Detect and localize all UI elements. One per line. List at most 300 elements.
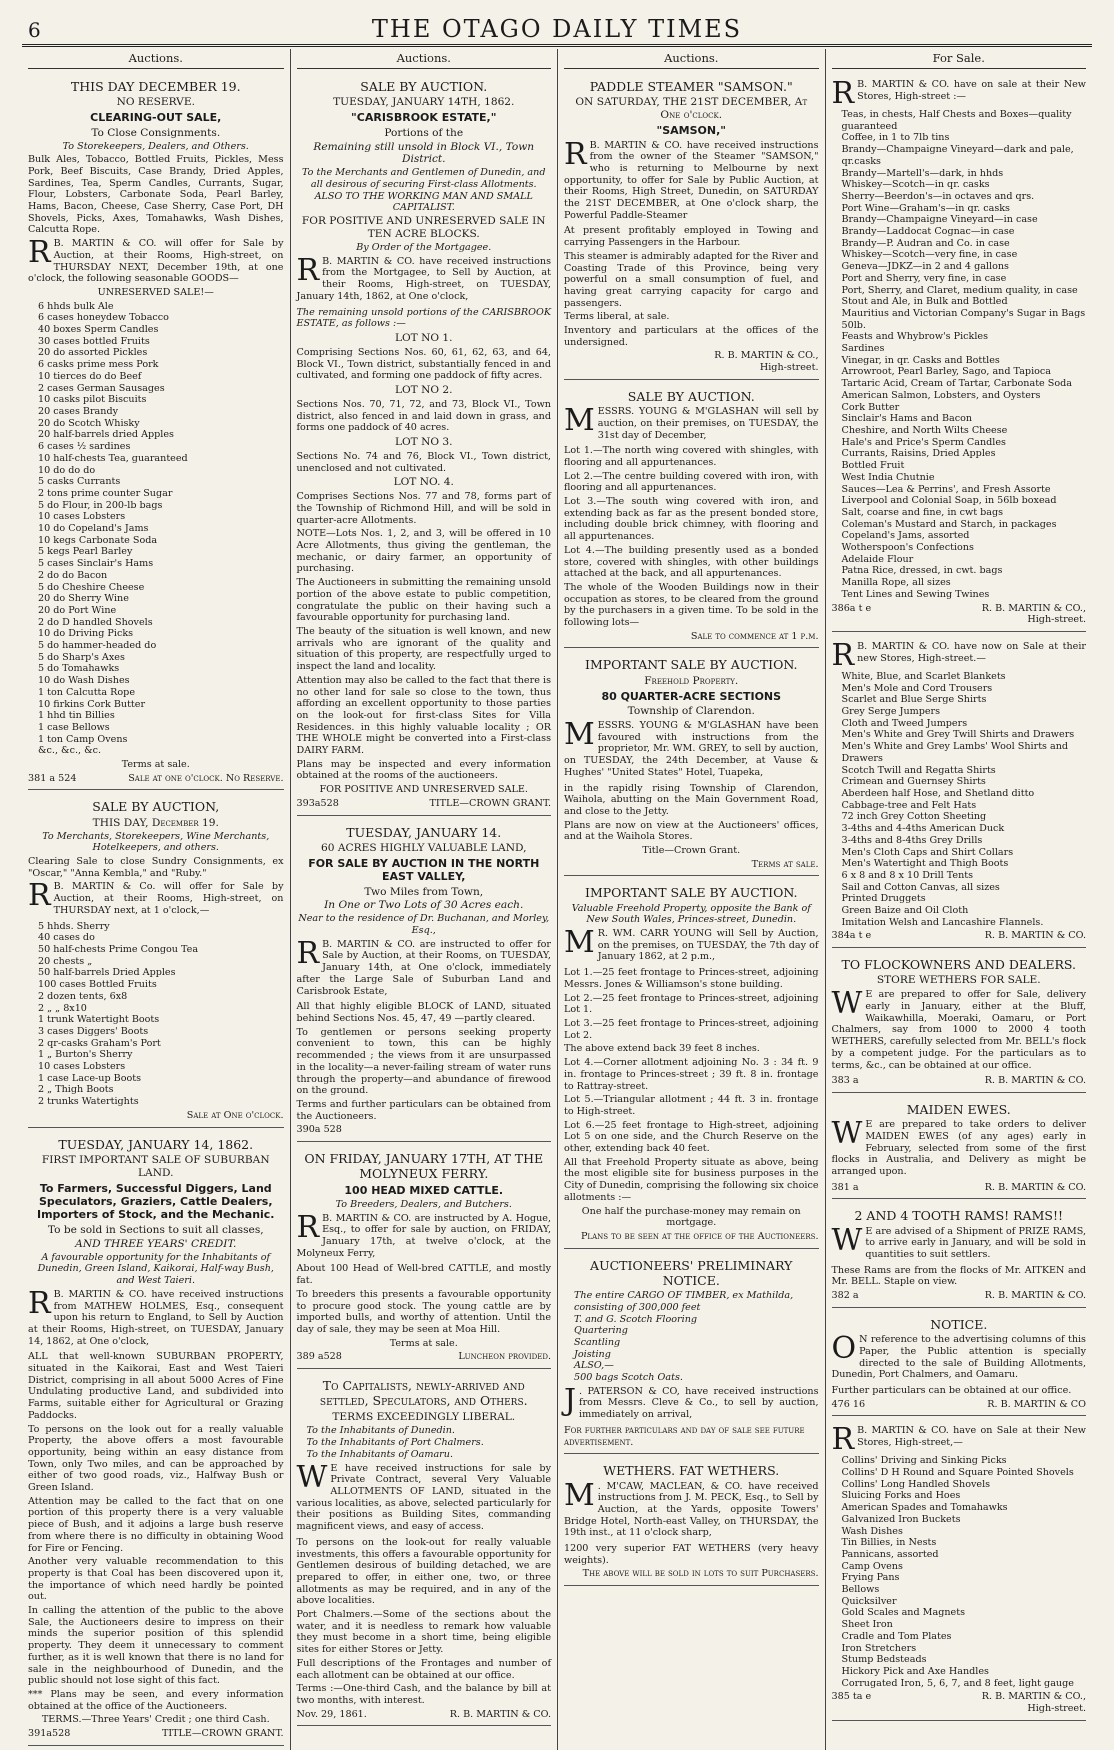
ad-paragraph: To persons on the look out for a really valuable Property, the above offers a most favourable opportunity, being within an easy distance from Town, only Two miles, and can be approached by either of two good roads, viz., Halfway Bush or Green Island. <box>28 1423 284 1494</box>
list-item: Brandy—Champaigne Vineyard—dark and pale, qr.casks <box>841 144 1074 167</box>
drop-capital: R <box>28 878 51 914</box>
ad-remaining: The remaining unsold portions of the CARISBROOK ESTATE, as follows :— <box>296 306 551 330</box>
ad-notice <box>831 637 1087 673</box>
ad-signoff <box>564 631 819 643</box>
ad-paragraph: Further particulars can be obtained at our office. <box>831 1384 1072 1396</box>
ad-closing: Sale at one o'clock. No Reserve. <box>128 772 284 784</box>
list-item: Brandy—Champaigne Vineyard—in case <box>841 214 1038 226</box>
ad-notice <box>564 403 819 441</box>
ad-line: To the Inhabitants of Dunedin. <box>306 1425 455 1437</box>
ad-paragraph: The whole of the Wooden Buildings now in their occupation as stores, to be cleared from the ground by the purchasers in a given time. To be sold in the following lots— <box>564 581 819 629</box>
ad-intro: Near to the residence of Dr. Buchanan, and Morley, Esq., <box>298 913 550 937</box>
ad-paragraph: In calling the attention of the public to the above Sale, the Auctioneers desire to impress on their minds the superior position of this splendid property. They deem it unnecessary to comment further, as it is well known that there is no land for sale in the neighbourhood of Dunedin, and the public should not lose sight of this fact. <box>28 1605 284 1687</box>
ad-signoff <box>297 798 552 810</box>
list-item: Wash Dishes <box>841 1525 903 1537</box>
list-item: 5 hhds. Sherry <box>38 920 110 932</box>
ad-paragraph: To persons on the look-out for really valuable investments, this offers a favourable opportunity for Gentlemen desirous of building detached, we are prepared to offer, in either one, two, or three allotments as may be required, and in any of the above localities. <box>296 1536 551 1607</box>
list-item: Port and Sherry, very fine, in case <box>841 272 1007 284</box>
advertisement <box>832 1420 1087 1720</box>
list-item: Feasts and Whybrow's Pickles <box>841 331 989 343</box>
ad-sub: NO RESERVE. <box>116 96 195 109</box>
list-item: 3 cases Diggers' Boots <box>38 1025 149 1037</box>
ad-line: Scantling <box>574 1336 621 1348</box>
ad-terms: Title—Crown Grant. <box>642 845 741 857</box>
drop-capital: O <box>831 1331 857 1367</box>
list-item: American Salmon, Lobsters, and Oysters <box>841 389 1041 401</box>
list-item: Tartaric Acid, Cream of Tartar, Carbonate Soda <box>841 378 1072 390</box>
column <box>825 49 1093 1750</box>
list-item: 1 „ Burton's Sherry <box>38 1049 133 1061</box>
list-item: Cradle and Tom Plates <box>841 1630 952 1642</box>
list-item: 5 cases Sinclair's Hams <box>38 558 154 570</box>
ad-closing: Luncheon provided. <box>458 1351 551 1363</box>
drop-capital: R <box>296 1209 320 1245</box>
ad-notice <box>564 1382 819 1421</box>
advertisement <box>297 1146 552 1369</box>
ad-sub: Freehold Property. <box>644 674 739 687</box>
ad-notice <box>831 986 1087 1071</box>
lot-text: The above extend back 39 feet 8 inches. <box>564 1043 760 1055</box>
ad-title: TUESDAY, JANUARY 14, 1862. <box>58 1136 254 1152</box>
ad-closing: R. B. MARTIN & CO., <box>981 1691 1086 1703</box>
ad-title: THIS DAY DECEMBER 19. <box>70 79 241 95</box>
list-item: Men's Mole and Cord Trousers <box>841 682 993 694</box>
ad-paragraph: Terms and further particulars can be obtained from the Auctioneers. <box>296 1098 551 1122</box>
ad-closing: R. B. MARTIN & CO. <box>449 1708 551 1720</box>
list-item: Bottled Fruit <box>841 460 905 472</box>
ad-notice <box>296 252 552 303</box>
lot-label: Lot 3. <box>564 496 597 508</box>
ad-reference: 386a t e <box>831 602 872 614</box>
ad-intro: To Storekeepers, Dealers, and Others. <box>62 140 249 152</box>
list-item: Coleman's Mustard and Starch, in packages <box>841 518 1057 530</box>
ad-signoff <box>832 1290 1087 1302</box>
ad-intro: Valuable Freehold Property, opposite the Bank of New South Wales, Princes-street, Dunedin. <box>571 902 811 926</box>
list-item: 20 chests „ <box>38 955 93 967</box>
list-item: Sail and Cotton Canvas, all sizes <box>841 881 1000 893</box>
ad-closing: R. B. MARTIN & CO. <box>984 1290 1086 1302</box>
list-item: 10 cases Lobsters <box>38 1061 126 1073</box>
columns <box>22 49 1092 1740</box>
ad-item-list <box>842 109 1087 601</box>
masthead <box>22 14 1092 47</box>
ad-notice <box>564 136 819 222</box>
ad-paragraph: About 100 Head of Well-bred CATTLE, and mostly fat. <box>296 1263 551 1287</box>
list-item: 2 cases German Sausages <box>38 382 165 394</box>
ad-title: AUCTIONEERS' PRELIMINARY NOTICE. <box>590 1257 793 1288</box>
list-item: Iron Stretchers <box>841 1642 917 1654</box>
list-item: West India Chutnie <box>841 471 935 483</box>
lot-label: Lot 1. <box>564 445 593 457</box>
list-item: 6 cases ½ sardines <box>38 441 131 453</box>
advertisement <box>564 1458 819 1586</box>
ad-signoff <box>297 1351 552 1363</box>
lot-entry <box>564 445 819 468</box>
list-item: White, Blue, and Scarlet Blankets <box>841 670 1006 682</box>
ad-notice-text: E are advised of a Shipment of PRIZE RAMS, to arrive early in January, and will be sold in quantities to suit settlers. <box>865 1225 1086 1261</box>
lot-entry <box>564 1043 819 1055</box>
ad-item-list <box>38 301 284 757</box>
ad-paragraph: All that highly eligible BLOCK of LAND, situated behind Sections Nos. 45, 47, 49 —partly cleared. <box>296 1001 551 1024</box>
ad-notice-text: B. MARTIN & CO. have now on Sale at their new Stores, High-street.— <box>857 640 1086 664</box>
ad-title: SALE BY AUCTION, <box>92 799 220 815</box>
ad-line: Joisting <box>574 1348 611 1360</box>
lot-text: —The centre building covered with iron, with flooring and all appurtenances. <box>564 470 819 494</box>
list-item: Currants, Raisins, Dried Apples <box>841 448 996 460</box>
list-item: Pannicans, assorted <box>841 1548 939 1560</box>
list-item: 6 x 8 and 8 x 10 Drill Tents <box>841 869 974 881</box>
lot-entry <box>564 1094 819 1117</box>
ad-sub: ON SATURDAY, THE 21ST DECEMBER, At One o'clock. <box>575 96 808 122</box>
ad-paragraph: Terms :—One-third Cash, and the balance by bill at two months, with interest. <box>296 1683 551 1706</box>
list-item: Men's White and Grey Twill Shirts and Drawers <box>841 729 1075 741</box>
ad-notice-text: B. MARTIN & CO. have received instructions from the owner of the Steamer "SAMSON," who is returning to Melbourne by next opportunity, to offer for Sale by Public Auction, at their Rooms, High Street, Dunedin, on SATURDAY the 21ST DECEMBER, at One o'clock sharp, the Powerful Paddle-Steamer <box>564 139 819 221</box>
ad-signoff <box>564 1568 819 1580</box>
lot-label: LOT NO. 4. <box>393 476 454 489</box>
ad-reference: 390a 528 <box>296 1124 342 1136</box>
ad-notice-text: B. MARTIN & Co. will offer for Sale by Auction, at their Rooms, High-street, on THURSDAY next, at 1 o'clock,— <box>53 881 284 916</box>
list-item: 2 dozen tents, 6x8 <box>38 990 128 1002</box>
lot-label: LOT NO 3. <box>394 436 453 448</box>
drop-capital: J <box>564 1382 577 1418</box>
list-item: 10 do Copeland's Jams <box>38 523 149 535</box>
list-item: 10 do do do <box>38 464 96 476</box>
list-item: Wotherspoon's Confections <box>841 542 974 554</box>
list-item: Tin Billies, in Nests <box>841 1537 937 1549</box>
ad-signoff <box>832 1691 1087 1703</box>
advertisement <box>564 74 819 380</box>
lot-entry <box>564 967 819 990</box>
ad-title: To Capitalists, newly-arrived and settled, Speculators, and Others. <box>319 1378 528 1409</box>
list-item: Sinclair's Hams and Bacon <box>841 413 973 425</box>
ad-address: High-street. <box>1027 614 1086 626</box>
ad-terms: Terms at sale. <box>121 759 190 771</box>
ad-tagline: To Close Consignments. <box>91 126 221 139</box>
advertisement <box>564 880 819 1248</box>
list-item: 100 cases Bottled Fruits <box>38 979 157 991</box>
list-item: Green Baize and Oil Cloth <box>841 905 969 917</box>
drop-capital: R <box>831 76 855 112</box>
ad-paragraph: Another very valuable recommendation to this property is that Coal has been discovered upon it, the importance of which need hardly be pointed out. <box>28 1556 284 1603</box>
ad-sub: 60 ACRES HIGHLY VALUABLE LAND, <box>321 841 527 854</box>
ad-notice-text: . PATERSON & CO, have received instructions from Messrs. Cleve & Co., to sell by auction, immediately on arrival, <box>579 1385 819 1421</box>
list-item: Copeland's Jams, assorted <box>841 530 970 542</box>
list-item: 5 do hammer-headed do <box>38 640 157 652</box>
list-item: Vinegar, in qr. Casks and Bottles <box>841 354 1000 366</box>
ad-notice-text: B. MARTIN & CO. have received instructions from the Mortgagee, to Sell by Auction, at their Rooms, High-street, on TUESDAY, January 14th, 1862, at One o'clock, <box>296 255 551 302</box>
list-item: 1 trunk Watertight Boots <box>38 1014 160 1026</box>
list-item: 10 cases Lobsters <box>38 511 126 523</box>
advertisement <box>297 1373 552 1726</box>
lot-label: Lot 3. <box>564 1018 593 1029</box>
ad-signoff <box>564 859 819 871</box>
list-item: 20 do Sherry Wine <box>38 593 129 605</box>
ad-notice <box>831 1331 1087 1381</box>
ad-notice <box>296 935 552 998</box>
list-item: 5 kegs Pearl Barley <box>38 546 133 558</box>
lot-text: Comprises Sections Nos. 77 and 78, forms part of the Township of Richmond Hill, and will be sold in quarter-acre Allotments. <box>296 491 551 526</box>
ad-signoff <box>564 1425 819 1448</box>
ad-closing: The above will be sold in lots to suit Purchasers. <box>582 1568 819 1580</box>
lot-text: —The north wing covered with shingles, with flooring and all appurtenances. <box>564 445 819 468</box>
ad-paragraph: These Rams are from the flocks of Mr. AITKEN and Mr. BELL. Staple on view. <box>831 1264 1086 1288</box>
drop-capital: R <box>564 136 587 172</box>
ad-intro: A favourable opportunity for the Inhabitants of Dunedin, Green Island, Kaikorai, Half-way Bush, and West Taieri. <box>37 1251 274 1287</box>
ad-signoff <box>564 1231 819 1243</box>
ad-address: High-street. <box>759 362 819 374</box>
list-item: Sheet Iron <box>841 1619 893 1631</box>
list-item: Galvanized Iron Buckets <box>841 1513 961 1525</box>
ad-notice <box>28 235 284 285</box>
ad-closing: R. B. MARTIN & CO., <box>981 602 1086 614</box>
ad-paragraph: Port Chalmers.—Some of the sections about the water, and it is needless to remark how valuable they must become in a short time, being eligible sites for either Stores or Jetty. <box>296 1609 551 1656</box>
lot-label: LOT NO 2. <box>394 383 453 396</box>
list-item: &c., &c., &c. <box>38 745 102 757</box>
drop-capital: R <box>28 1285 51 1321</box>
ad-line: T. and G. Scotch Flooring <box>574 1313 698 1325</box>
ad-notice-text: . M'CAW, MACLEAN, & CO. have received instructions from J. M. PECK, Esq., to Sell by Auction, at the Yards, opposite Towers' Bridge Hotel, North-east Valley, on THURSDAY, the 19th inst., at 11 o'clock sharp, <box>564 1480 819 1539</box>
list-item: Sherry—Beerdon's—in octaves and qrs. <box>841 190 1035 202</box>
page-number: 6 <box>28 18 41 42</box>
ad-closing: TITLE—CROWN GRANT. <box>161 1728 284 1740</box>
lot-entry <box>564 471 819 494</box>
ad-title: NOTICE. <box>930 1316 988 1332</box>
lot-label: Lot 6. <box>564 1119 595 1131</box>
drop-capital: R <box>28 235 51 271</box>
list-item: 1 case Bellows <box>38 721 110 733</box>
lot-text: —Corner allotment adjoining No. 3 : 34 ft. 9 in. frontage to Princes-street ; 39 ft. 8 in. frontage to Rattray-street. <box>564 1057 819 1092</box>
drop-capital: W <box>831 1116 863 1152</box>
ad-notice <box>831 1116 1087 1178</box>
ad-terms: TERMS.—Three Years' Credit ; one third Cash. <box>41 1714 270 1726</box>
ad-notice-text: ESSRS. YOUNG & M'GLASHAN have been favoured with instructions from the proprietor, Mr. WM. GREY, to sell by auction, on TUESDAY, the 24th December, at Vause & Hughes' "United States" Hotel, Tuapeka, <box>564 719 819 778</box>
ad-notice-text: R. WM. CARR YOUNG will Sell by Auction, on the premises, on TUESDAY, the 7th day of January 1862, at 2 p.m., <box>597 928 819 963</box>
list-item: Cloth and Tweed Jumpers <box>841 717 968 729</box>
drop-capital: R <box>831 637 855 673</box>
lot-label: Lot 1. <box>564 967 593 979</box>
lot-text: Sections Nos. 70, 71, 72, and 73, Block VI., Town district, also fenced in and laid down in grass, and forms one paddock of 40 acres. <box>296 398 551 434</box>
list-item: 72 inch Grey Cotton Sheeting <box>841 811 987 823</box>
lot-entry <box>564 545 819 580</box>
list-item: Patna Rice, dressed, in cwt. bags <box>841 565 1003 577</box>
list-item: Adelaide Flour <box>841 553 914 565</box>
ad-title: MAIDEN EWES. <box>906 1101 1011 1117</box>
list-item: 5 do Sharp's Axes <box>38 651 125 663</box>
lot-text: —Triangular allotment ; 44 ft. 3 in. frontage to High-street. <box>564 1094 819 1117</box>
list-item: 5 casks Currants <box>38 476 121 488</box>
ad-notice-text: E have received instructions for sale by Private Contract, several Very Valuable ALLOTMENTS OF LAND, situated in the various localities, as above, selected particularly for their positions as Building Sites, commanding magnificent views, and easy of access. <box>296 1462 551 1533</box>
list-item: 2 „ „ 8x10 <box>38 1002 87 1014</box>
list-item: Printed Druggets <box>841 893 926 905</box>
ad-paragraph: This steamer is admirably adapted for the River and Coasting Trade of this Province, being very powerful on a small consumption of fuel, and having great carrying capacity for cargo and passengers. <box>564 250 819 309</box>
list-item: 2 qr-casks Graham's Port <box>38 1037 161 1049</box>
list-item: 2 do D handled Shovels <box>38 616 153 628</box>
ad-notice <box>831 1222 1087 1261</box>
list-item: Coffee, in 1 to 7lb tins <box>841 132 950 144</box>
list-item: Crimean and Guernsey Shirts <box>841 776 986 788</box>
list-item: Men's Cloth Caps and Shirt Collars <box>841 846 1014 858</box>
ad-paragraph: Attention may also be called to the fact that there is no other land for sale so close to the town, thus affording an excellent opportunity to those parties on the look-out for first-class Sites for Villa Residences. in this highly valuable locality ; OR THE WHOLE might be converted into a First-class DAIRY FARM. <box>296 674 551 757</box>
list-item: Collins' Long Handled Shovels <box>841 1478 991 1490</box>
ad-paragraph: Attention may be called to the fact that on one portion of this property there is a very valuable piece of Bush, and it adjoins a large bush reserve from where there is no difficulty in obtaining Wood for Fire or Fencing. <box>28 1495 284 1554</box>
drop-capital: M <box>564 925 595 961</box>
ad-lines <box>574 1290 819 1384</box>
ad-notice-text: ESSRS. YOUNG & M'GLASHAN will sell by auction, on their premises, on TUESDAY, the 31st day of December, <box>597 406 819 441</box>
list-item: Corrugated Iron, 5, 6, 7, and 8 feet, light gauge <box>841 1677 1074 1689</box>
ad-list-heading: UNRESERVED SALE!— <box>97 286 214 298</box>
ad-paragraph: To breeders this presents a favourable opportunity to procure good stock. The young cattle are by imported bulls, and worthy of attention. Until the day of sale, they may be seen at Moa Hill. <box>296 1288 551 1335</box>
advertisement <box>832 636 1087 948</box>
list-item: 40 cases do <box>38 932 95 944</box>
ad-terms: One half the purchase-money may remain on mortgage. <box>581 1205 801 1229</box>
drop-capital: M <box>564 403 595 439</box>
ad-notice <box>564 716 819 779</box>
list-item: 3-4ths and 8-4ths Grey Drills <box>841 834 983 846</box>
ad-reference: 383 a <box>831 1075 859 1087</box>
ad-closing: R. B. MARTIN & CO <box>987 1398 1086 1410</box>
ad-notice <box>564 1477 819 1540</box>
ad-sub: THIS DAY, December 19. <box>92 816 219 829</box>
list-item: 5 do Flour, in 200-lb bags <box>38 499 163 511</box>
lot-label: Lot 2. <box>564 992 593 1004</box>
ad-tagline: Portions of the <box>384 126 464 139</box>
ad-paragraph: To gentlemen or persons seeking property convenient to town, this can be highly recommended ; the views from it are unsurpassed in the locality—a never-failing stream of water runs through the property—and abundance of firewood on the ground. <box>296 1026 551 1097</box>
ad-line: Quartering <box>574 1325 628 1337</box>
ad-title: TUESDAY, JANUARY 14. <box>346 824 502 840</box>
ad-headline: "SAMSON," <box>656 124 726 138</box>
list-item: 10 firkins Cork Butter <box>38 698 146 710</box>
ad-sub: TUESDAY, JANUARY 14TH, 1862. <box>333 96 515 109</box>
ad-headline: CLEARING-OUT SALE, <box>90 111 222 125</box>
advertisement <box>28 74 284 790</box>
list-item: American Spades and Tomahawks <box>841 1502 1008 1514</box>
ad-reference: 391a528 <box>28 1728 71 1740</box>
ad-reference: 382 a <box>831 1290 859 1302</box>
list-item: Frying Pans <box>841 1572 900 1584</box>
list-item: Arrowroot, Pearl Barley, Sago, and Tapioca <box>841 366 1052 378</box>
column <box>290 49 558 1750</box>
ad-signoff <box>832 1182 1087 1194</box>
advertisement <box>832 74 1087 632</box>
ad-lines <box>307 1425 552 1460</box>
lot-text: —25 feet frontage to High-street, adjoining Lot 5 on one side, and the Church Reserve on the other, extending back 40 feet. <box>564 1119 819 1155</box>
ad-paragraph: in the rapidly rising Township of Clarendon, Waihola, abutting on the Main Government Road, and close to the Jetty. <box>564 782 819 817</box>
list-item: 2 tons prime counter Sugar <box>38 487 173 499</box>
column <box>557 49 825 1750</box>
ad-intro: To Breeders, Dealers, and Butchers. <box>335 1198 512 1210</box>
list-item: 5 do Cheshire Cheese <box>38 581 145 593</box>
list-item: 20 do assorted Pickles <box>38 347 148 359</box>
ad-reference: 381 a <box>831 1181 859 1193</box>
lot-text: Sections No. 74 and 76, Block VI., Town district, unenclosed and not cultivated. <box>296 450 551 474</box>
advertisement <box>297 820 552 1142</box>
ad-headline: 100 HEAD MIXED CATTLE. <box>344 1183 504 1197</box>
list-item: 10 casks pilot Biscuits <box>38 394 147 406</box>
lot-label: LOT NO 1. <box>394 331 453 344</box>
ad-notice-text: N reference to the advertising columns of this Paper, the Public attention is specially directed to the sale of Building Allotments, Dunedin, Port Chalmers, and Oamaru. <box>831 1334 1086 1381</box>
list-item: 2 do do Bacon <box>38 569 108 581</box>
ad-paragraph: All that Freehold Property situate as above, being the most eligible site for business purposes in the City of Dunedin, comprising the following six choice allotments :— <box>564 1156 819 1203</box>
ad-notice-text: B. MARTIN & CO. are instructed by A. Hogue, Esq., to offer for sale by auction, on FRIDAY, January 17th, at twelve o'clock, at the Molyneux Ferry, <box>296 1212 551 1259</box>
list-item: 20 do Scotch Whisky <box>38 417 140 429</box>
column-heading: For Sale. <box>832 49 1087 69</box>
list-item: Grey Serge Jumpers <box>841 706 941 718</box>
lot-text: Comprising Sections Nos. 60, 61, 62, 63, and 64, Block VI., Town district, substantially fenced in and cultivated, and forming one paddock of fifty acres. <box>296 346 551 382</box>
ad-signoff <box>28 1728 284 1740</box>
ad-signoff <box>297 1709 552 1721</box>
list-item: 10 tierces do do Beef <box>38 370 142 382</box>
ad-paragraph: The Auctioneers in submitting the remaining unsold portion of the above estate to public competition, congratulate the public on their having such a favourable opportunity for purchasing land. <box>296 577 551 624</box>
ad-closing: Plans to be seen at the office of the Auctioneers. <box>580 1230 819 1242</box>
list-item: Mauritius and Victorian Company's Sugar in Bags 50lb. <box>841 307 1086 331</box>
lot-entry <box>564 1018 819 1041</box>
list-item: Collins' Driving and Sinking Picks <box>841 1455 1007 1467</box>
lot-entry <box>564 496 819 543</box>
ad-line: The entire CARGO OF TIMBER, ex Mathilda, consisting of 300,000 feet <box>574 1290 794 1313</box>
list-item: 10 half-chests Tea, guaranteed <box>38 452 188 464</box>
ad-title: IMPORTANT SALE BY AUCTION. <box>585 885 798 901</box>
list-item: Tent Lines and Sewing Twines <box>841 588 990 600</box>
advertisement <box>28 1132 284 1746</box>
ad-reference: 476 16 <box>831 1398 866 1410</box>
list-item: 3-4ths and 4-4ths American Duck <box>841 823 1005 835</box>
list-item: 10 do Wash Dishes <box>38 675 130 687</box>
list-item: Stout and Ale, in Bulk and Bottled <box>841 296 1008 308</box>
ad-reference: 381 a 524 <box>28 772 77 784</box>
list-item: 6 cases honeydew Tobacco <box>38 312 169 324</box>
list-item: 10 do Driving Picks <box>38 628 134 640</box>
list-item: Cork Butter <box>841 401 900 413</box>
ad-notice <box>564 925 819 963</box>
ad-notice-text: E are prepared to take orders to deliver MAIDEN EWES (of any ages) early in February, selected from some of the first flocks in Australia, and Delivery as might be arranged upon. <box>831 1119 1086 1177</box>
list-item: 6 hhds bulk Ale <box>38 300 114 312</box>
ad-closing: R. B. MARTIN & CO. <box>984 1181 1086 1193</box>
drop-capital: W <box>831 1222 863 1258</box>
ad-tagline: To be sold in Sections to suit all classes, <box>47 1223 264 1236</box>
ad-headline: To Farmers, Successful Diggers, Land Speculators, Graziers, Cattle Dealers, Importers of Stock, and the Mechanic. <box>36 1181 275 1222</box>
ad-notice <box>831 76 1087 112</box>
ad-title: SALE BY AUCTION. <box>627 388 755 404</box>
ad-intro: To the Merchants and Gentlemen of Dunedin, and all desirous of securing First-class Allotments. ALSO TO THE WORKING MAN AND SMALL CAPITALIST. <box>302 167 546 214</box>
ad-reference: 389 a528 <box>296 1351 342 1363</box>
ad-paragraph: Plans are now on view at the Auctioneers' offices, and at the Waihola Stores. <box>564 819 819 843</box>
ad-closing: R. B. MARTIN & CO., <box>714 350 819 362</box>
drop-capital: M <box>564 1477 595 1513</box>
ad-signoff <box>564 350 819 362</box>
list-item: 20 cases Brandy <box>38 405 119 417</box>
advertisement <box>564 652 819 876</box>
list-item: Aberdeen half Hose, and Shetland ditto <box>841 787 1035 799</box>
list-item: 2 „ Thigh Boots <box>38 1084 114 1096</box>
ad-title: WETHERS. FAT WETHERS. <box>603 1463 780 1479</box>
column-heading: Auctions. <box>28 49 284 69</box>
ad-notice-text: B. MARTIN & CO. have received instructions from MATHEW HOLMES, Esq., consequent upon his return to England, to Sell by Auction at their Rooms, High-street, on TUESDAY, January 14, 1862, at One o'clock, <box>28 1288 284 1347</box>
list-item: Brandy—Martell's—dark, in hhds <box>841 167 1004 179</box>
ad-notice <box>296 1459 552 1533</box>
list-item: Camp Ovens <box>841 1560 903 1572</box>
newspaper-title: THE OTAGO DAILY TIMES <box>371 15 743 43</box>
ad-title: SALE BY AUCTION. <box>360 79 488 95</box>
list-item: Men's White and Grey Lambs' Wool Shirts and Drawers <box>841 741 1069 764</box>
list-item: Scotch Twill and Regatta Shirts <box>841 764 996 776</box>
advertisement <box>832 1203 1087 1307</box>
ad-paragraph: At present profitably employed in Towing and carrying Passengers in the Harbour. <box>564 225 819 249</box>
ad-item-list <box>38 921 284 1108</box>
ad-sub: STORE WETHERS FOR SALE. <box>876 974 1041 987</box>
list-item: Whiskey—Scotch—very fine, in case <box>841 249 1018 261</box>
ad-item-list <box>842 671 1087 928</box>
ad-sub: TERMS EXCEEDINGLY LIBERAL. <box>332 1410 516 1423</box>
